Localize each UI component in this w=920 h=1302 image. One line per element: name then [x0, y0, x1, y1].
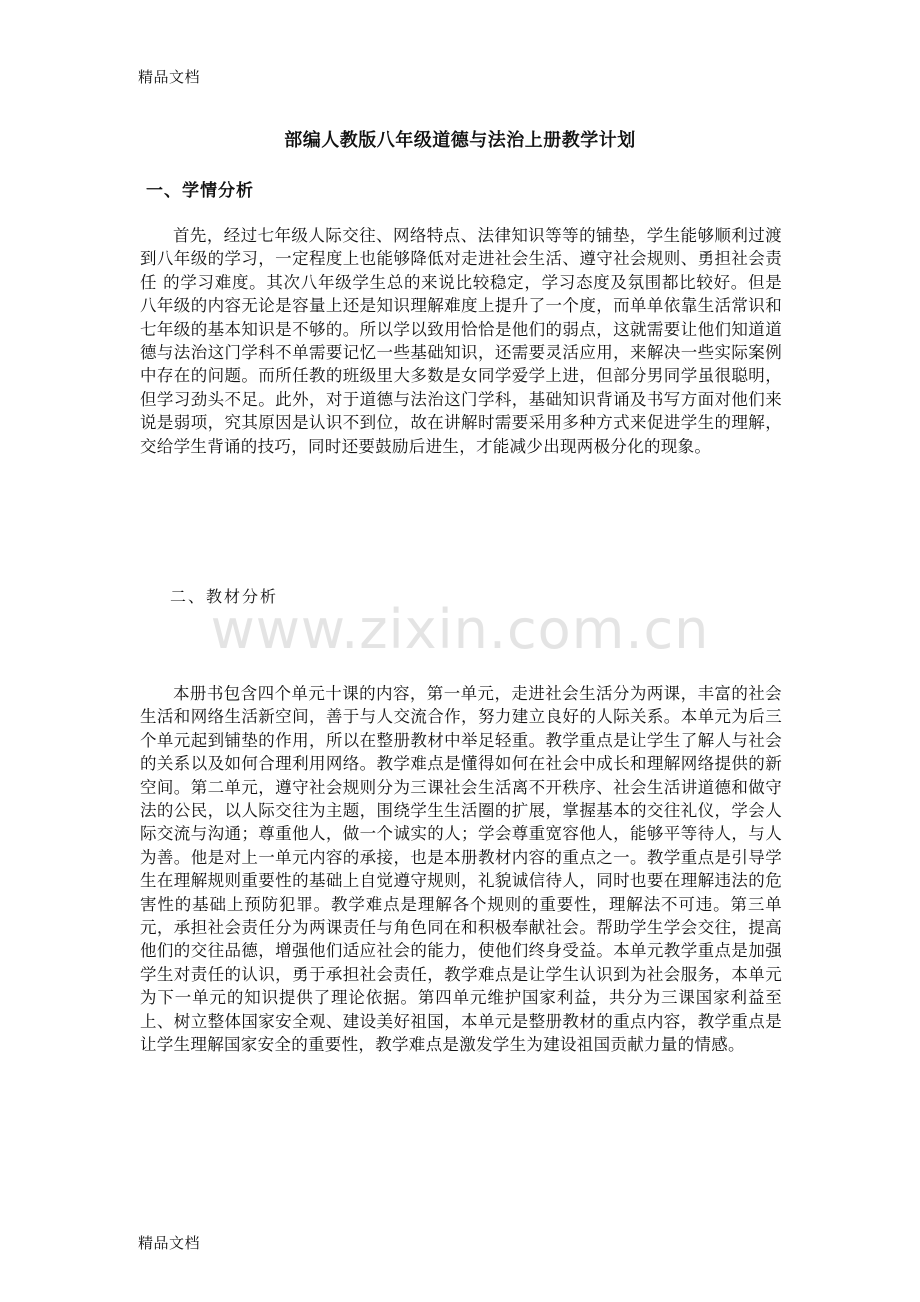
section-paragraph-student-analysis: 首先，经过七年级人际交往、网络特点、法律知识等等的铺垫，学生能够顺利过渡到八年级的学习，一定程度上也能够降低对走进社会生活、遵守社会规则、勇担社会责任 的学习难度。其次八年级学生总的来说比较稳定，学习态度及氛围都比较好。但是八年级的内容无论是容量上还是知识理解难度上提升了一个度，而单单依靠生活常识和七年级的基本知识是不够的。所以学以致用恰恰是他们的弱点，这就需要让他们知道道德与法治这门学科不单需要记忆一些基础知识，还需要灵活应用，来解决一些实际案例中存在的问题。而所任教的班级里大多数是女同学爱学上进，但部分男同学虽很聪明，但学习劲头不足。此外，对于道德与法治这门学科，基础知识背诵及书写方面对他们来说是弱项，究其原因是认识不到位，故在讲解时需要采用多种方式来促进学生的理解，交给学生背诵的技巧，同时还要鼓励后进生，才能减少出现两极分化的现象。: [140, 226, 782, 456]
section-heading-student-analysis: 一、学情分析: [146, 181, 254, 201]
document-title: 部编人教版八年级道德与法治上册教学计划: [284, 130, 636, 151]
page-footer-label: 精品文档: [138, 1234, 201, 1252]
page-header-label: 精品文档: [138, 68, 201, 86]
section-heading-textbook-analysis: 二、教材分析: [170, 587, 279, 606]
watermark: www.zixin.com.cn: [210, 598, 710, 661]
section-paragraph-textbook-analysis: 本册书包含四个单元十课的内容，第一单元，走进社会生活分为两课，丰富的社会生活和网络生活新空间，善于与人交流合作，努力建立良好的人际关系。本单元为后三个单元起到铺垫的作用，所以在整册教材中举足轻重。教学重点是让学生了解人与社会的关系以及如何合理利用网络。教学难点是懂得如何在社会中成长和理解网络提供的新空间。第二单元，遵守社会规则分为三课社会生活离不开秩序、社会生活讲道德和做守法的公民，以人际交往为主题，围绕学生生活圈的扩展，掌握基本的交往礼仪，学会人际交流与沟通；尊重他人，做一个诚实的人；学会尊重宽容他人，能够平等待人，与人为善。他是对上一单元内容的承接，也是本册教材内容的重点之一。教学重点是引导学生在理解规则重要性的基础上自觉遵守规则，礼貌诚信待人，同时也要在理解违法的危害性的基础上预防犯罪。教学难点是理解各个规则的重要性，理解法不可违。第三单元，承担社会责任分为两课责任与角色同在和积极奉献社会。帮助学生学会交往，提高他们的交往品德，增强他们适应社会的能力，使他们终身受益。本单元教学重点是加强学生对责任的认识，勇于承担社会责任，教学难点是让学生认识到为社会服务，本单元为下一单元的知识提供了理论依据。第四单元维护国家利益，共分为三课国家利益至上、树立整体国家安全观、建设美好祖国，本单元是整册教材的重点内容，教学重点是让学生理解国家安全的重要性，教学难点是激发学生为建设祖国贡献力量的情感。: [140, 684, 782, 1055]
